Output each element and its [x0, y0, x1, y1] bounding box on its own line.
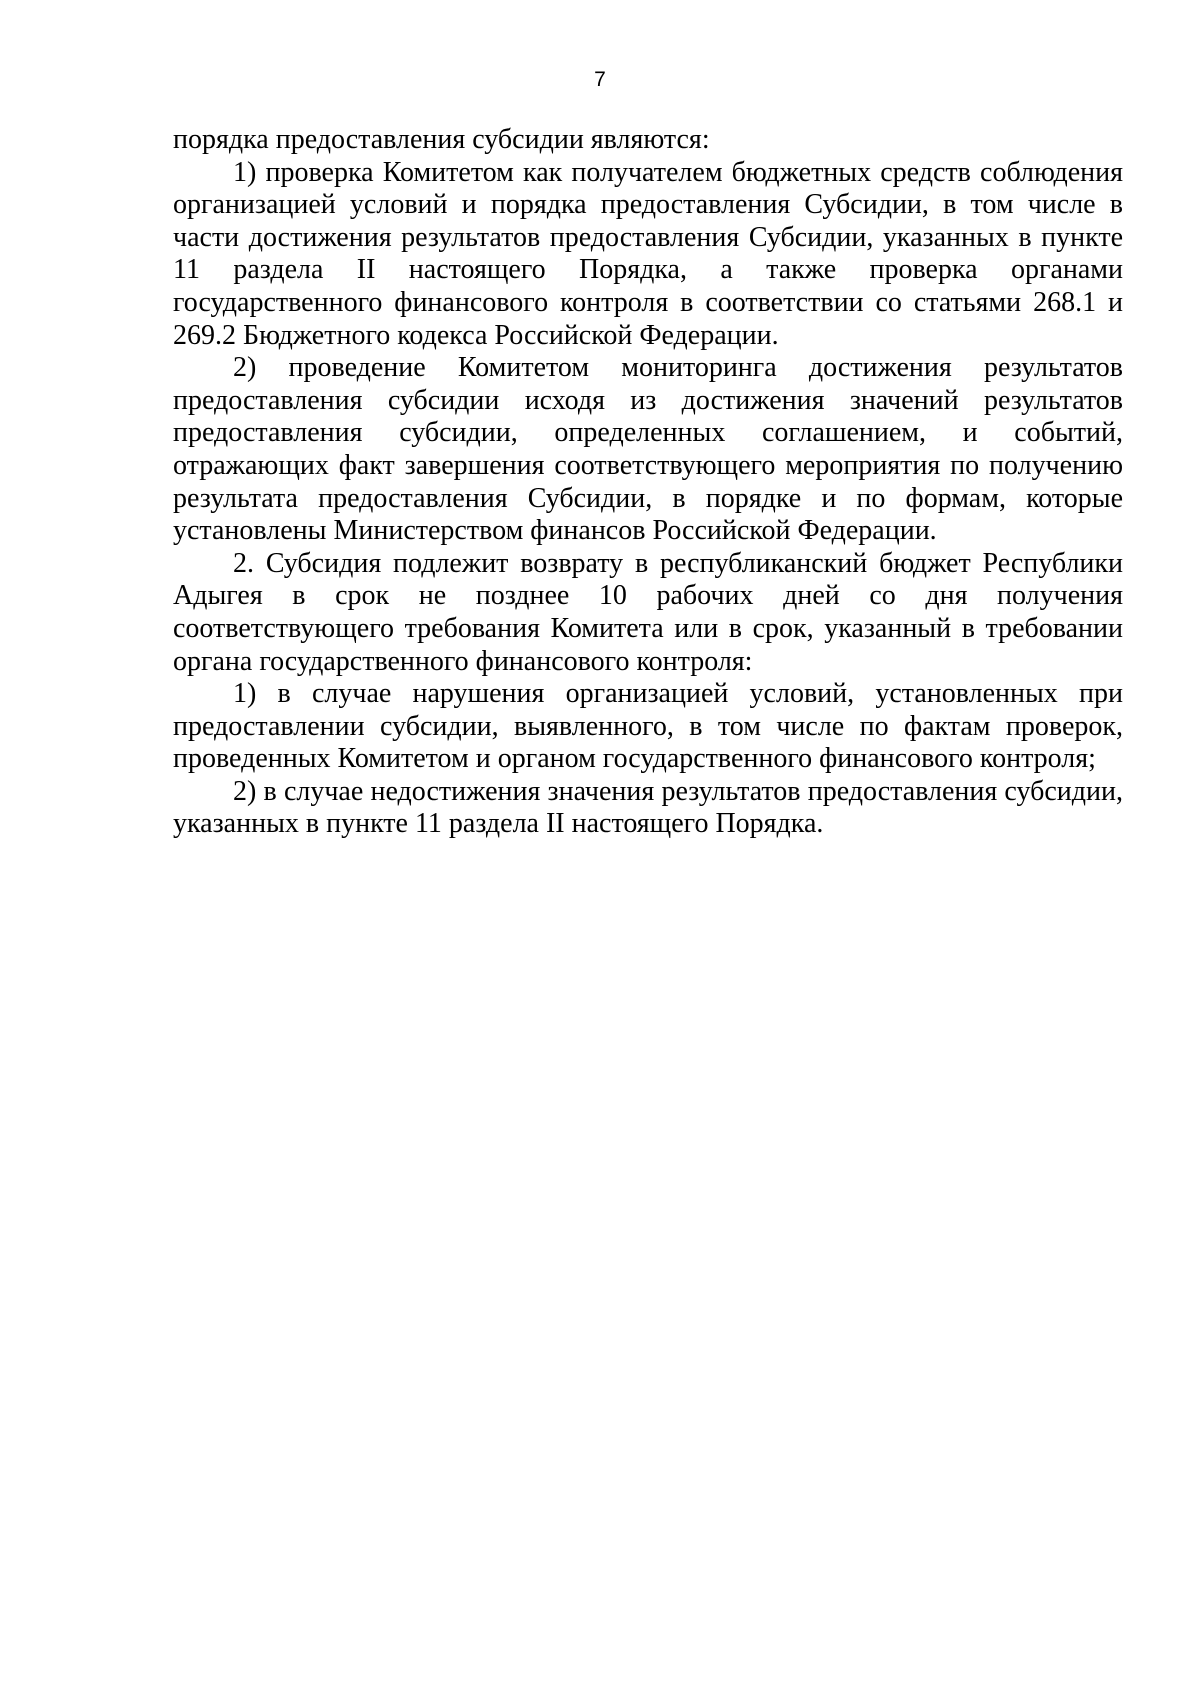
paragraph-refund-case-2: 2) в случае недостижения значения результатов предоставления субсидии, указанных в пункте 11 раздела II настоящего Порядка. [173, 775, 1123, 840]
page-number: 7 [594, 68, 606, 91]
paragraph-continuation: порядка предоставления субсидии являются: [173, 124, 710, 155]
paragraph-clause-2-refund: 2. Субсидия подлежит возврату в республиканский бюджет Республики Адыгея в срок не позднее 10 рабочих дней со дня получения соответствующего требования Комитета или в срок, указанный в требовании органа государственного финансового контроля: [173, 547, 1123, 677]
document-body [173, 124, 1123, 841]
paragraph-refund-case-1: 1) в случае нарушения организацией условий, установленных при предоставлении субсидии, выявленного, в том числе по фактам проверок, проведенных Комитетом и органом государственного финансового контроля; [173, 678, 1123, 775]
paragraph-item-1-inspection: 1) проверка Комитетом как получателем бюджетных средств соблюдения организацией условий и порядка предоставления Субсидии, в том числе в части достижения результатов предоставления Субсидии, указанных в пункте 11 раздела II настоящего Порядка, а также проверка органами государственного финансового контроля в соответствии со статьями 268.1 и 269.2 Бюджетного кодекса Российской Федерации. [173, 156, 1123, 351]
paragraph-item-2-monitoring: 2) проведение Комитетом мониторинга достижения результатов предоставления субсидии исходя из достижения значений результатов предоставления субсидии, определенных соглашением, и событий, отражающих факт завершения соответствующего мероприятия по получению результата предоставления Субсидии, в порядке и по формам, которые установлены Министерством финансов Российской Федерации. [173, 352, 1123, 547]
